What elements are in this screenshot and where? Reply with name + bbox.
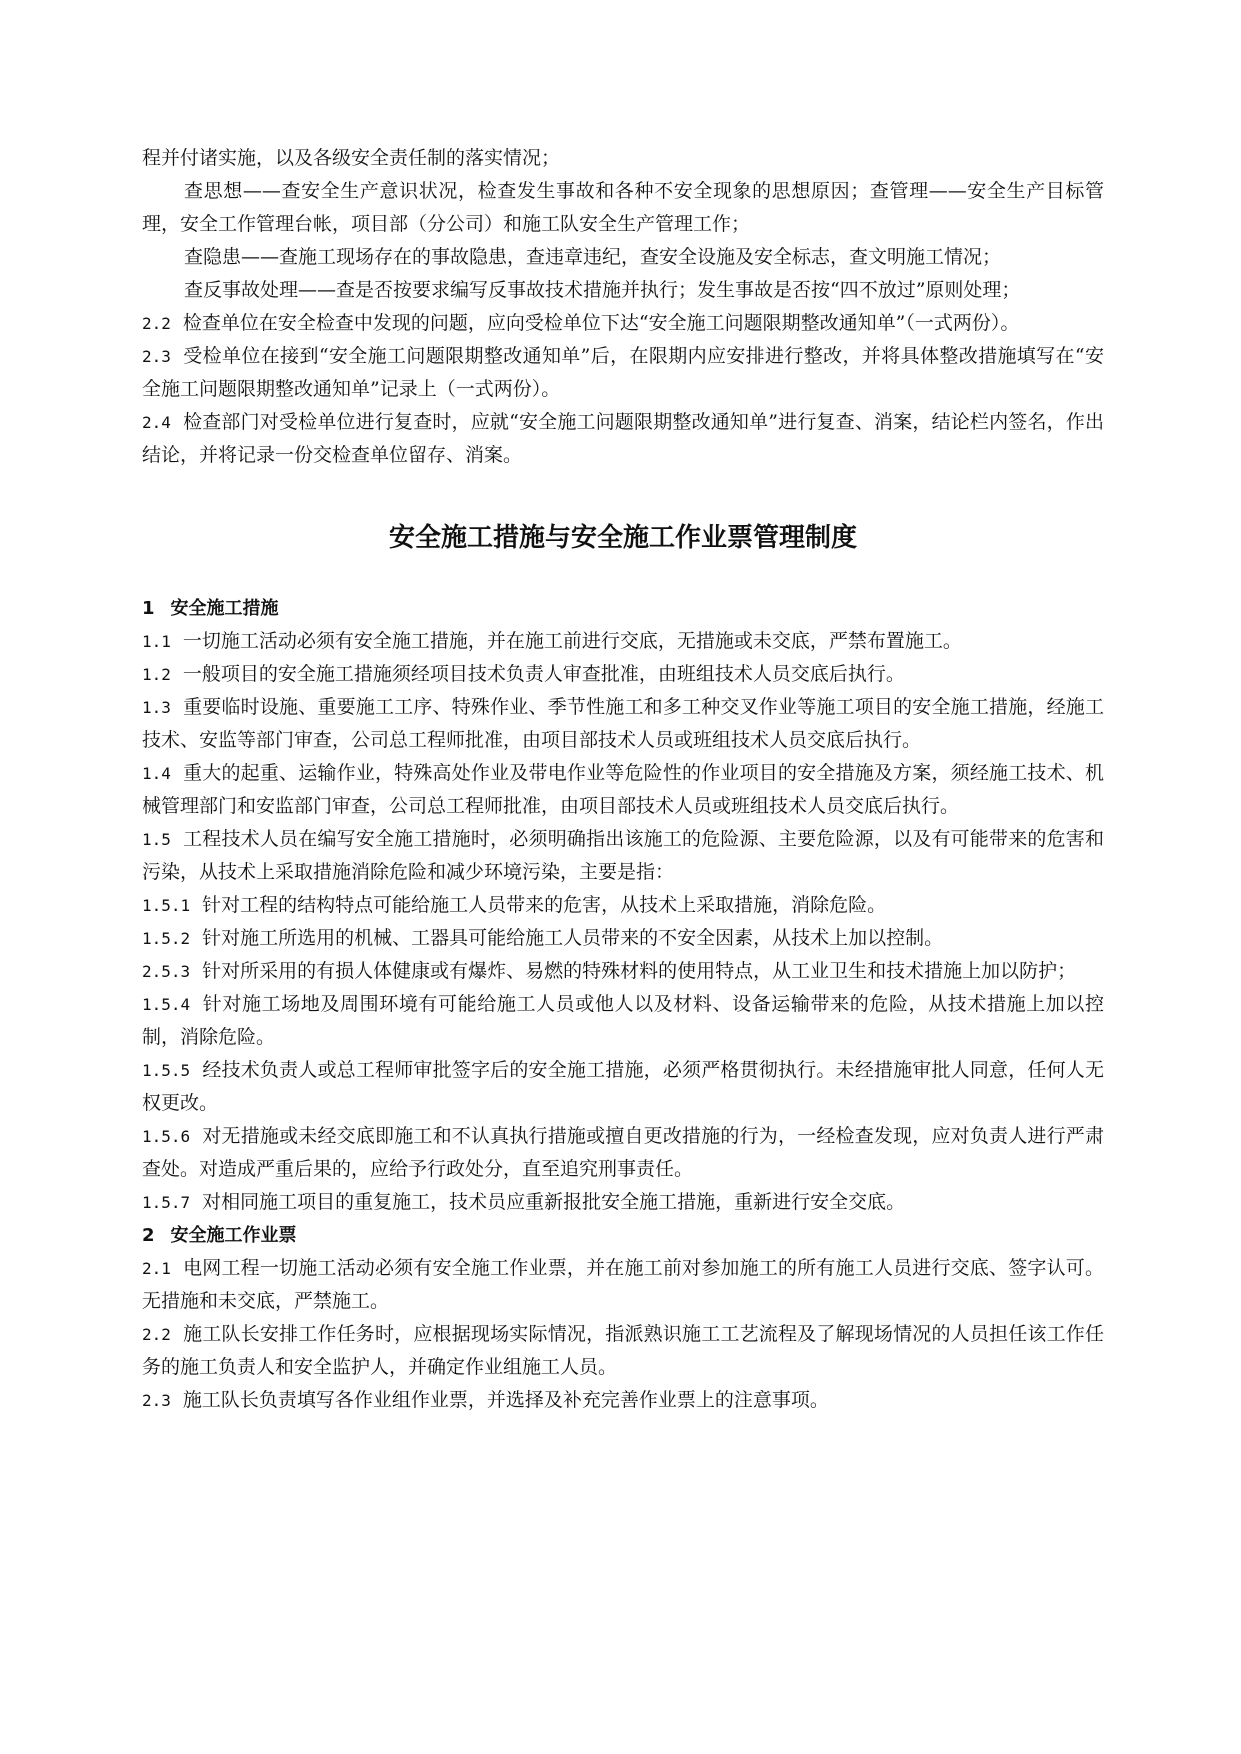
clause-paragraph (142, 757, 1104, 823)
section-heading-text: 安全施工措施 (170, 598, 279, 619)
section-number: 2 (142, 1225, 155, 1246)
clause-text: 针对施工所选用的机械、工器具可能给施工人员带来的不安全因素，从技术上加以控制。 (202, 927, 944, 949)
clause-number: 2.2 (142, 314, 171, 333)
clause-number: 1.3 (142, 698, 171, 717)
clause-paragraph (142, 922, 1104, 955)
clause-text: 针对施工场地及周围环境有可能给施工人员或他人以及材料、设备运输带来的危险，从技术措施上加以控制，消除危险。 (142, 993, 1104, 1048)
clause-paragraph (142, 889, 1104, 922)
clause-text: 对相同施工项目的重复施工，技术员应重新报批安全施工措施，重新进行安全交底。 (202, 1191, 906, 1213)
clause-text: 对无措施或未经交底即施工和不认真执行措施或擅自更改措施的行为，一经检查发现，应对负责人进行严肃查处。对造成严重后果的，应给予行政处分，直至追究刑事责任。 (142, 1125, 1104, 1180)
clause-text: 施工队长负责填写各作业组作业票，并选择及补充完善作业票上的注意事项。 (182, 1389, 829, 1411)
body-paragraph: 查隐患——查施工现场存在的事故隐患，查违章违纪，查安全设施及安全标志，查文明施工情况； (184, 246, 1002, 268)
clause-number: 2.3 (142, 347, 171, 366)
clause-paragraph (142, 823, 1104, 889)
clause-paragraph (142, 406, 1104, 472)
clause-paragraph (142, 988, 1104, 1054)
body-paragraph: 程并付诸实施，以及各级安全责任制的落实情况； (142, 147, 561, 169)
clause-paragraph (142, 1318, 1104, 1384)
clause-number: 1.1 (142, 632, 171, 651)
clause-number: 1.5 (142, 830, 171, 849)
clause-paragraph (142, 1186, 1104, 1219)
clause-number: 1.5.2 (142, 929, 191, 948)
document-page (142, 142, 1104, 1417)
clause-text: 检查单位在安全检查中发现的问题，应向受检单位下达“安全施工问题限期整改通知单”（一式两份）。 (182, 312, 1020, 334)
clause-text: 检查部门对受检单位进行复查时，应就“安全施工问题限期整改通知单”进行复查、消案，结论栏内签名，作出结论，并将记录一份交检查单位留存、消案。 (142, 411, 1104, 466)
clause-number: 1.2 (142, 665, 171, 684)
clause-paragraph (142, 658, 1104, 691)
clause-text: 针对工程的结构特点可能给施工人员带来的危害，从技术上采取措施，消除危险。 (202, 894, 887, 916)
clause-number: 2.2 (142, 1325, 171, 1344)
section-number: 1 (142, 598, 155, 619)
section-safety-measures (142, 592, 1104, 1219)
clause-paragraph (142, 625, 1104, 658)
clause-text: 重大的起重、运输作业，特殊高处作业及带电作业等危险性的作业项目的安全措施及方案，须经施工技术、机械管理部门和安监部门审查，公司总工程师批准，由项目部技术人员或班组技术人员交底后执行。 (142, 762, 1104, 817)
previous-section (142, 142, 1104, 472)
clause-number: 2.5.3 (142, 962, 191, 981)
clause-text: 一切施工活动必须有安全施工措施，并在施工前进行交底，无措施或未交底，严禁布置施工。 (182, 630, 962, 652)
clause-number: 1.5.4 (142, 995, 191, 1014)
section-heading (142, 592, 1104, 625)
clause-text: 工程技术人员在编写安全施工措施时，必须明确指出该施工的危险源、主要危险源，以及有可能带来的危害和污染，从技术上采取措施消除危险和减少环境污染，主要是指： (142, 828, 1104, 883)
clause-text: 施工队长安排工作任务时，应根据现场实际情况，指派熟识施工工艺流程及了解现场情况的人员担任该工作任务的施工负责人和安全监护人，并确定作业组施工人员。 (142, 1323, 1104, 1378)
clause-paragraph (142, 955, 1104, 988)
section-heading (142, 1219, 1104, 1252)
clause-number: 1.5.5 (142, 1061, 191, 1080)
clause-number: 1.5.7 (142, 1193, 191, 1212)
clause-paragraph (142, 1120, 1104, 1186)
clause-text: 电网工程一切施工活动必须有安全施工作业票，并在施工前对参加施工的所有施工人员进行交底、签字认可。无措施和未交底，严禁施工。 (142, 1257, 1104, 1312)
clause-text: 重要临时设施、重要施工工序、特殊作业、季节性施工和多工种交叉作业等施工项目的安全施工措施，经施工技术、安监等部门审查，公司总工程师批准，由项目部技术人员或班组技术人员交底后执行。 (142, 696, 1104, 751)
section-heading-text: 安全施工作业票 (170, 1225, 297, 1246)
body-paragraph: 查反事故处理——查是否按要求编写反事故技术措施并执行；发生事故是否按“四不放过”原则处理； (184, 279, 1021, 301)
section-work-tickets (142, 1219, 1104, 1417)
clause-paragraph (142, 1252, 1104, 1318)
clause-number: 2.4 (142, 413, 171, 432)
clause-paragraph (142, 1384, 1104, 1417)
clause-number: 2.1 (142, 1259, 171, 1278)
clause-number: 1.4 (142, 764, 171, 783)
document-title: 安全施工措施与安全施工作业票管理制度 (388, 523, 857, 553)
clause-text: 受检单位在接到“安全施工问题限期整改通知单”后，在限期内应安排进行整改，并将具体整改措施填写在“安全施工问题限期整改通知单”记录上（一式两份）。 (142, 345, 1104, 400)
clause-paragraph (142, 691, 1104, 757)
body-paragraph: 查思想——查安全生产意识状况，检查发生事故和各种不安全现象的思想原因；查管理——安全生产目标管理，安全工作管理台帐，项目部（分公司）和施工队安全生产管理工作； (142, 180, 1104, 235)
clause-text: 一般项目的安全施工措施须经项目技术负责人审查批准，由班组技术人员交底后执行。 (182, 663, 905, 685)
clause-number: 2.3 (142, 1391, 171, 1410)
clause-number: 1.5.6 (142, 1127, 191, 1146)
clause-text: 经技术负责人或总工程师审批签字后的安全施工措施，必须严格贯彻执行。未经措施审批人同意，任何人无权更改。 (142, 1059, 1104, 1114)
clause-number: 1.5.1 (142, 896, 191, 915)
clause-paragraph (142, 340, 1104, 406)
clause-paragraph (142, 1054, 1104, 1120)
clause-text: 针对所采用的有损人体健康或有爆炸、易燃的特殊材料的使用特点，从工业卫生和技术措施上加以防护； (202, 960, 1077, 982)
clause-paragraph (142, 307, 1104, 340)
